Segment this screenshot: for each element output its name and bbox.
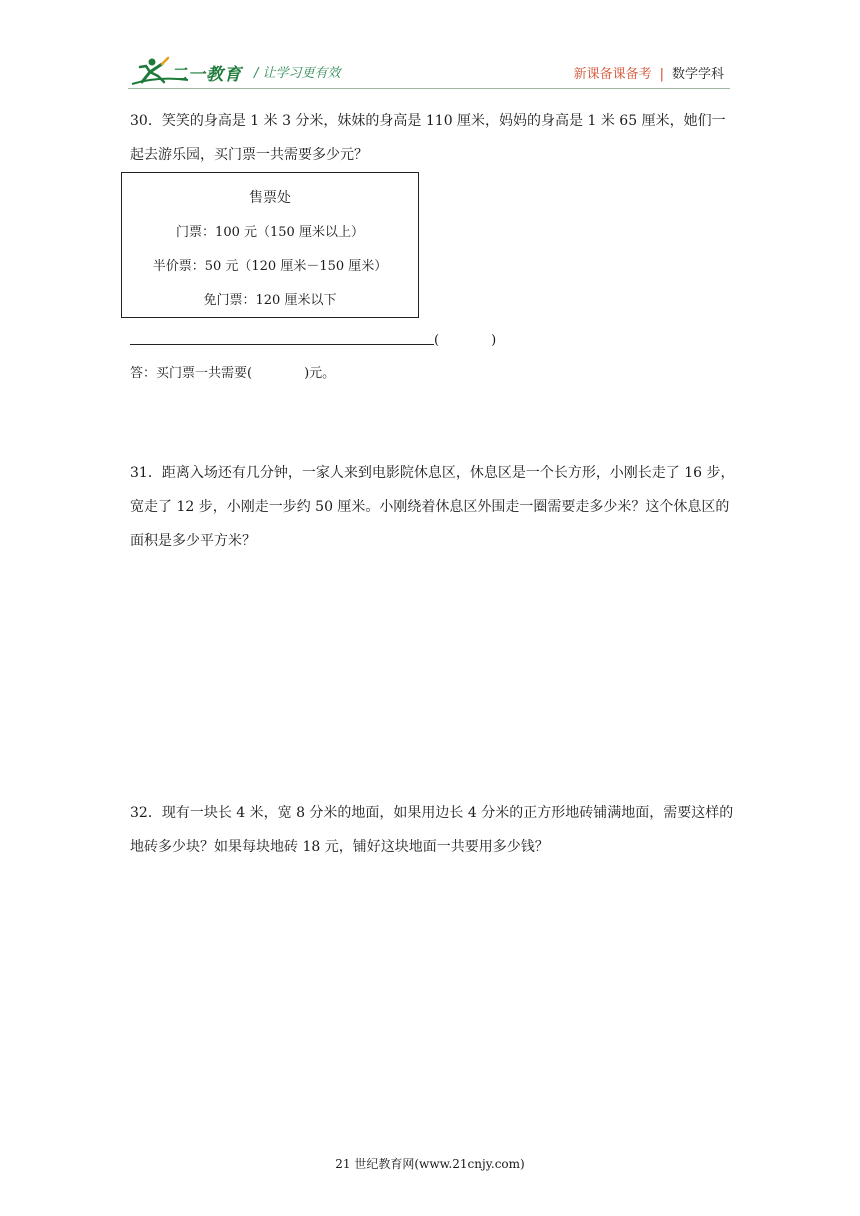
- header-separator: |: [659, 67, 664, 82]
- question-32: 32．现有一块长 4 米，宽 8 分米的地面，如果用边长 4 分米的正方形地砖铺满地面，需要这样的地砖多少块？如果每块地砖 18 元，铺好这块地面一共要用多少钱？: [130, 805, 734, 855]
- header-label: 新课备课备考: [573, 67, 652, 82]
- ticket-box-title: 售票处: [249, 190, 291, 206]
- page-footer: 21 世纪教育网(www.21cnjy.com): [335, 1157, 525, 1171]
- slogan: / 让学习更有效: [254, 66, 341, 81]
- ticket-full-price: 门票：100 元（150 厘米以上）: [176, 225, 364, 240]
- answer-blank-line: [130, 344, 434, 345]
- ticket-office-box: [121, 172, 419, 318]
- question-30: 30．笑笑的身高是 1 米 3 分米，妹妹的身高是 110 厘米，妈妈的身高是 1 米 65 厘米，她们一起去游乐园，买门票一共需要多少元？: [130, 113, 726, 163]
- header-right: [574, 63, 724, 82]
- question-31: 31．距离入场还有几分钟，一家人来到电影院休息区，休息区是一个长方形，小刚长走了 16 步，宽走了 12 步，小刚走一步约 50 厘米。小刚绕着休息区外围走一圈需要走多少米？这个休息区的面积是多少平方米？: [130, 465, 735, 549]
- ticket-free: 免门票：120 厘米以下: [203, 293, 337, 308]
- subject-label: 数学学科: [671, 67, 724, 82]
- ticket-half-price: 半价票：50 元（120 厘米－150 厘米）: [152, 259, 388, 274]
- answer-paren: ( ): [434, 333, 497, 348]
- answer-30: 答：买门票一共需要( )元。: [130, 366, 336, 381]
- logo-text: 二一教育: [170, 65, 242, 85]
- header-divider: [128, 88, 730, 89]
- page-header: [0, 0, 860, 100]
